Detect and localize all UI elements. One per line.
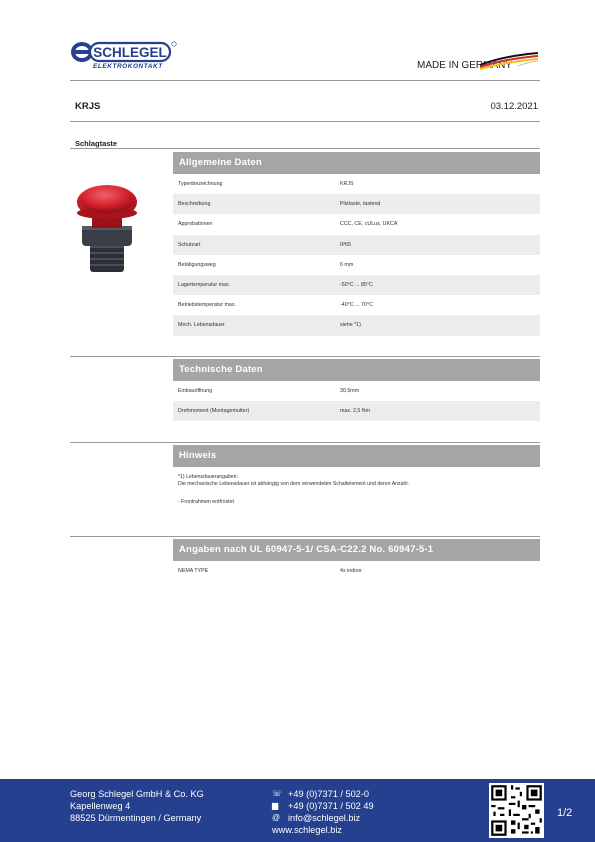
row-label: Beschreibung: [178, 201, 211, 208]
logo-brand-text: SCHLEGEL: [93, 45, 167, 60]
ul-data-block: [173, 539, 540, 581]
row-value: max. 2,5 Nm: [340, 408, 371, 415]
fax-icon: ▆: [272, 801, 279, 810]
row-label: Einbauöffnung: [178, 388, 213, 395]
qr-code-icon: [489, 783, 544, 838]
footer: [0, 779, 595, 842]
row-value: 6 mm: [340, 261, 354, 268]
table-row: [173, 235, 540, 255]
footer-contact: [272, 788, 374, 836]
street: Kapellenweg 4: [70, 801, 131, 811]
technical-data-heading: Technische Daten: [173, 359, 540, 381]
section-rule: [70, 536, 540, 537]
row-value: KRJS: [340, 181, 354, 188]
table-row: [173, 255, 540, 275]
title-rule: [70, 121, 540, 122]
made-in-germany: MADE IN GERMANY: [417, 60, 513, 71]
table-row: [173, 295, 540, 315]
phone-link[interactable]: +49 (0)7371 / 502-0: [288, 789, 369, 799]
row-label: Betätigungsweg: [178, 261, 216, 268]
row-label: Approbationen: [178, 221, 213, 228]
header-rule: [70, 80, 540, 81]
section-rule: [70, 148, 540, 149]
section-title: Schlagtaste: [75, 139, 118, 148]
row-label: NEMA TYPE: [178, 568, 209, 575]
row-label: Mech. Lebensdauer: [178, 322, 225, 329]
company-name: Georg Schlegel GmbH & Co. KG: [70, 789, 204, 799]
row-label: Typenbezeichnung: [178, 181, 223, 188]
note-heading: Hinweis: [173, 445, 540, 467]
footer-address: [70, 788, 204, 824]
table-row: [173, 214, 540, 234]
general-data-block: [173, 152, 540, 336]
row-label: Betriebstemperatur max.: [178, 302, 236, 309]
at-icon: @: [272, 813, 281, 822]
note-line: *1) Lebensdauerangaben:: [178, 474, 238, 480]
phone-icon: ☏: [272, 789, 283, 798]
row-label: Schutzart: [178, 241, 201, 248]
fax-number: +49 (0)7371 / 502 49: [288, 801, 374, 811]
row-label: Lagertemperatur max.: [178, 282, 231, 289]
technical-data-block: [173, 359, 540, 421]
germany-flag-swoosh-icon: [478, 52, 540, 72]
general-data-heading: Allgemeine Daten: [173, 152, 540, 174]
row-value: 30,5mm: [340, 388, 360, 395]
table-row: [173, 174, 540, 194]
table-row: [173, 194, 540, 214]
row-value: 4x indoor: [340, 568, 362, 575]
website-link[interactable]: www.schlegel.biz: [272, 825, 342, 835]
red-mushroom-pushbutton-icon: [68, 180, 146, 276]
table-row: [173, 315, 540, 335]
logo-subtitle: ELEKTROKONTAKT: [93, 63, 163, 70]
row-value: -40°C ... 70°C: [340, 302, 373, 309]
email-link[interactable]: info@schlegel.biz: [288, 813, 361, 823]
note-line: Die mechanische Lebensdauer ist abhängig von dem verwendeten Schaltelement und deren Anzahl.: [178, 481, 409, 487]
note-line: - Frontrahmen entfrostet: [178, 499, 234, 505]
table-row: [173, 275, 540, 295]
row-value: Pilztaste, tastend: [340, 201, 381, 208]
ul-data-heading: Angaben nach UL 60947-5-1/ CSA-C22.2 No. 60947-5-1: [173, 539, 540, 561]
schlegel-logo: [70, 40, 180, 74]
section-rule: [70, 442, 540, 443]
note-block: [173, 445, 540, 467]
row-value: IP65: [340, 241, 351, 248]
row-label: Drehmoment (Montagemutter): [178, 408, 250, 415]
table-row: [173, 401, 540, 421]
table-row: [173, 561, 540, 581]
page-number: 1/2: [557, 807, 573, 819]
row-value: -50°C ... 85°C: [340, 282, 373, 289]
city: 88525 Dürmentingen / Germany: [70, 813, 202, 823]
document-code: KRJS: [75, 101, 101, 112]
section-rule: [70, 356, 540, 357]
row-value: CCC, CE, cULus, UKCA: [340, 221, 398, 228]
table-row: [173, 381, 540, 401]
row-value: siehe *1): [340, 322, 361, 329]
document-date: 03.12.2021: [490, 101, 538, 112]
